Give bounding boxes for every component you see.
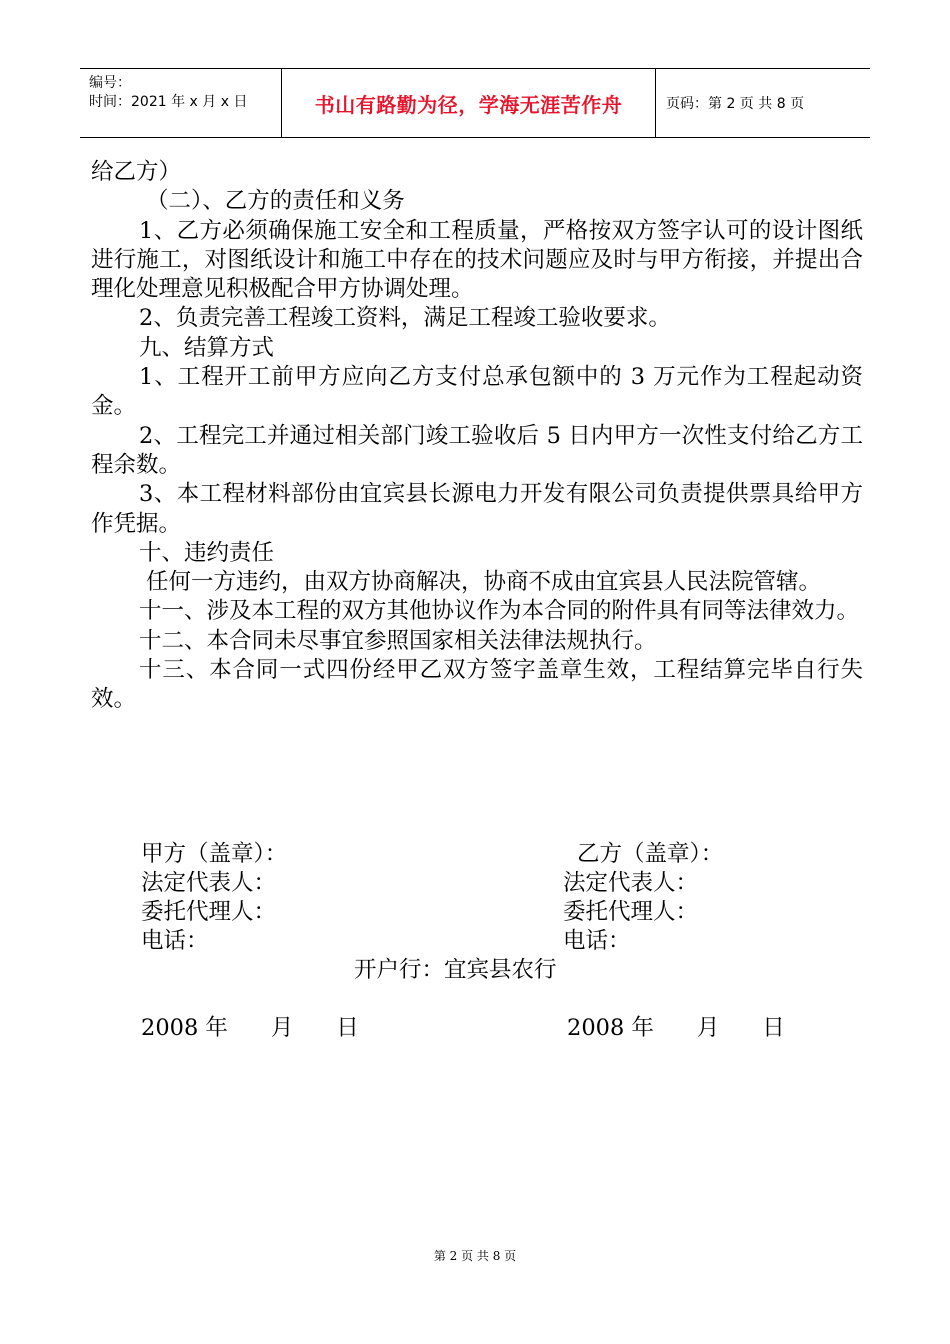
party-a-phone: 电话： — [141, 928, 209, 954]
paragraph-continuation: 给乙方） — [91, 159, 182, 185]
party-a-seal: 甲方（盖章）： — [141, 841, 288, 867]
bank-account: 开户行：宜宾县农行 — [354, 957, 557, 983]
party-b-phone: 电话： — [563, 928, 631, 954]
party-b-legal-rep: 法定代表人： — [563, 870, 699, 896]
contract-body — [91, 158, 863, 715]
clause-paragraph: 任何一方违约，由双方协商解决，协商不成由宜宾县人民法院管辖。 — [146, 569, 822, 596]
party-a-date: 2008 年 月 日 — [141, 1015, 359, 1041]
header-motto: 书山有路勤为径，学海无涯苦作舟 — [282, 69, 656, 137]
section-heading-breach: 十、违约责任 — [139, 539, 275, 566]
party-b-date: 2008 年 月 日 — [567, 1015, 785, 1041]
clause-paragraph: 十三、本合同一式四份经甲乙双方签字盖章生效，工程结算完毕自行失效。 — [91, 657, 863, 713]
party-a-agent: 委托代理人： — [141, 899, 277, 925]
clause-paragraph: 十二、本合同未尽事宜参照国家相关法律法规执行。 — [139, 627, 657, 654]
clause-paragraph: 3、本工程材料部份由宜宾县长源电力开发有限公司负责提供票具给甲方作凭据。 — [91, 481, 863, 537]
party-b-seal: 乙方（盖章）： — [577, 841, 724, 867]
section-heading-settlement: 九、结算方式 — [139, 334, 275, 361]
header-page-info: 页码：第 2 页 共 8 页 — [666, 96, 805, 112]
party-b-agent: 委托代理人： — [563, 899, 699, 925]
document-time-label: 时间：2021 年 x 月 x 日 — [89, 94, 248, 110]
section-heading-party-b-duties: （二）、乙方的责任和义务 — [146, 188, 405, 215]
clause-paragraph: 1、工程开工前甲方应向乙方支付总承包额中的 3 万元作为工程起动资金。 — [91, 364, 863, 420]
clause-paragraph: 1、乙方必须确保施工安全和工程质量，严格按双方签字认可的设计图纸进行施工，对图纸设计和施工中存在的技术问题应及时与甲方衔接，并提出合理化处理意见积极配合甲方协调处理。 — [91, 217, 863, 303]
header-meta — [80, 69, 282, 137]
clause-paragraph: 2、负责完善工程竣工资料，满足工程竣工验收要求。 — [139, 305, 671, 332]
page-header — [80, 68, 870, 138]
page-footer: 第 2 页 共 8 页 — [433, 1249, 517, 1263]
clause-paragraph: 十一、涉及本工程的双方其他协议作为本合同的附件具有同等法律效力。 — [139, 598, 860, 625]
clause-paragraph: 2、工程完工并通过相关部门竣工验收后 5 日内甲方一次性支付给乙方工程余数。 — [91, 422, 863, 478]
party-a-legal-rep: 法定代表人： — [141, 870, 277, 896]
document-number-label: 编号： — [89, 75, 131, 91]
